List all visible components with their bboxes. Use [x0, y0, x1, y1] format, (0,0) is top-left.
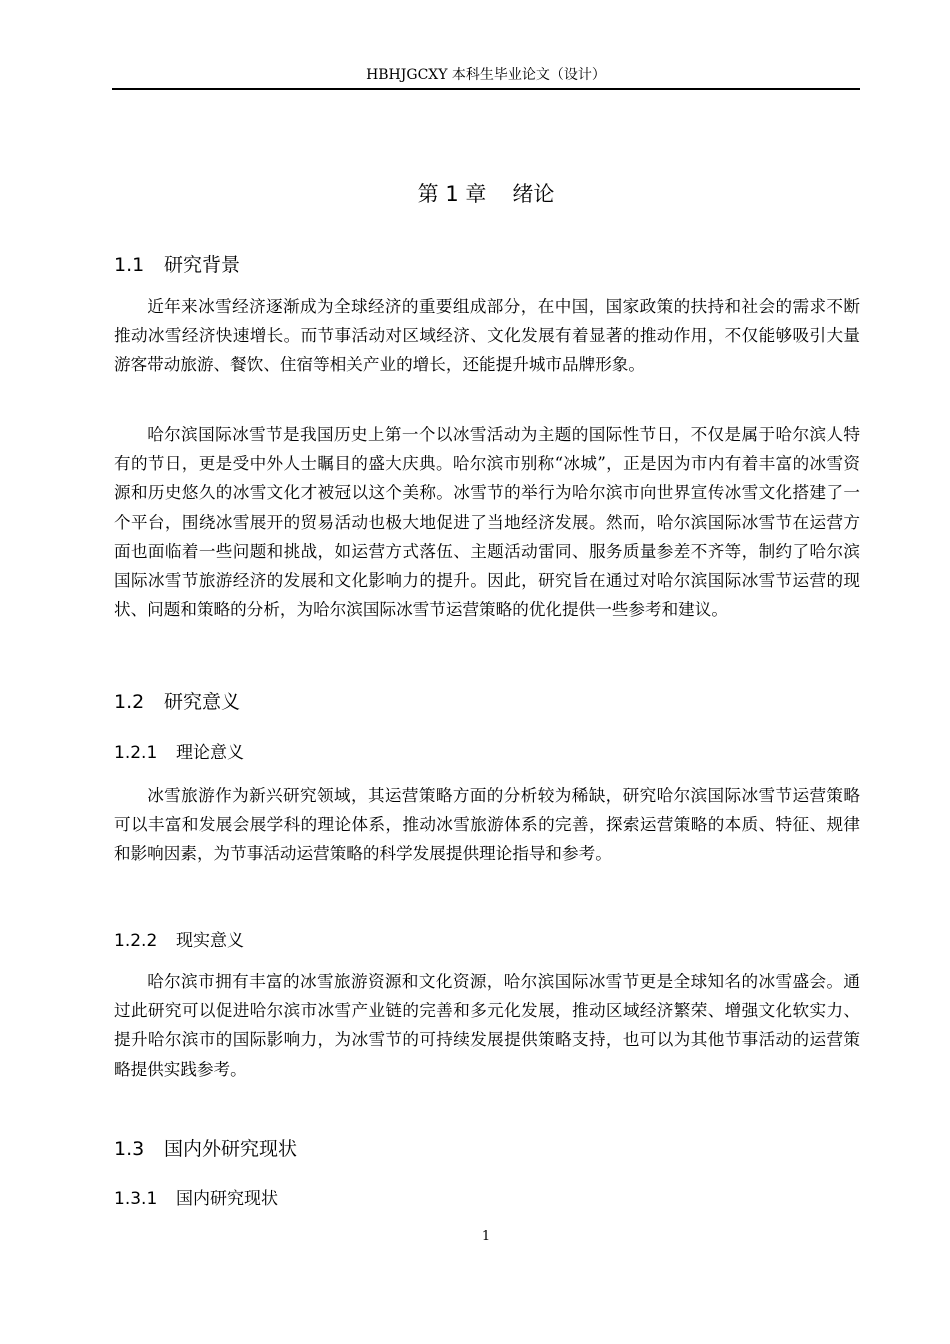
paragraph-background-2: 哈尔滨国际冰雪节是我国历史上第一个以冰雪活动为主题的国际性节日，不仅是属于哈尔滨人特有的节日，更是受中外人士瞩目的盛大庆典。哈尔滨市别称“冰城”，正是因为市内有着丰富的冰雪资源和历史悠久的冰雪文化才被冠以这个美称。冰雪节的举行为哈尔滨市向世界宣传冰雪文化搭建了一个平台，围绕冰雪展开的贸易活动也极大地促进了当地经济发展。然而，哈尔滨国际冰雪节在运营方面也面临着一些问题和挑战，如运营方式落伍、主题活动雷同、服务质量参差不齐等，制约了哈尔滨国际冰雪节旅游经济的发展和文化影响力的提升。因此，研究旨在通过对哈尔滨国际冰雪节运营的现状、问题和策略的分析，为哈尔滨国际冰雪节运营策略的优化提供一些参考和建议。: [114, 425, 860, 620]
paragraph-theoretical-significance: 冰雪旅游作为新兴研究领域，其运营策略方面的分析较为稀缺，研究哈尔滨国际冰雪节运营策略可以丰富和发展会展学科的理论体系，推动冰雪旅游体系的完善，探索运营策略的本质、特征、规律和影响因素，为节事活动运营策略的科学发展提供理论指导和参考。: [114, 786, 860, 864]
chapter-number: 第 1 章: [417, 182, 487, 206]
subsection-title: 国内研究现状: [176, 1189, 278, 1209]
subsection-title: 现实意义: [176, 931, 244, 951]
chapter-title: [112, 178, 860, 210]
section-number: 1.1: [114, 254, 145, 276]
page-number: 1: [481, 1229, 491, 1244]
subsection-heading-1-2-2: [114, 928, 244, 954]
paragraph-background-1: 近年来冰雪经济逐渐成为全球经济的重要组成部分，在中国，国家政策的扶持和社会的需求不断推动冰雪经济快速增长。而节事活动对区域经济、文化发展有着显著的推动作用，不仅能够吸引大量游客带动旅游、餐饮、住宿等相关产业的增长，还能提升城市品牌形象。: [114, 297, 860, 375]
section-title: 国内外研究现状: [164, 1138, 298, 1160]
section-title: 研究背景: [164, 254, 241, 276]
subsection-number: 1.2.1: [114, 743, 158, 763]
subsection-number: 1.2.2: [114, 931, 158, 951]
subsection-number: 1.3.1: [114, 1189, 158, 1209]
running-header: HBHJGCXY 本科生毕业论文（设计）: [366, 67, 606, 83]
section-heading-1-3: [114, 1135, 297, 1163]
section-number: 1.2: [114, 691, 145, 713]
subsection-heading-1-2-1: [114, 740, 244, 766]
section-heading-1-2: [114, 688, 240, 716]
section-heading-1-1: [114, 251, 240, 279]
subsection-heading-1-3-1: [114, 1186, 278, 1212]
subsection-title: 理论意义: [176, 743, 244, 763]
section-number: 1.3: [114, 1138, 145, 1160]
chapter-name: 绪论: [512, 182, 555, 206]
header-rule: [112, 88, 860, 90]
section-title: 研究意义: [164, 691, 241, 713]
paragraph-practical-significance: 哈尔滨市拥有丰富的冰雪旅游资源和文化资源，哈尔滨国际冰雪节更是全球知名的冰雪盛会。通过此研究可以促进哈尔滨市冰雪产业链的完善和多元化发展，推动区域经济繁荣、增强文化软实力、提升哈尔滨市的国际影响力，为冰雪节的可持续发展提供策略支持，也可以为其他节事活动的运营策略提供实践参考。: [114, 972, 860, 1079]
